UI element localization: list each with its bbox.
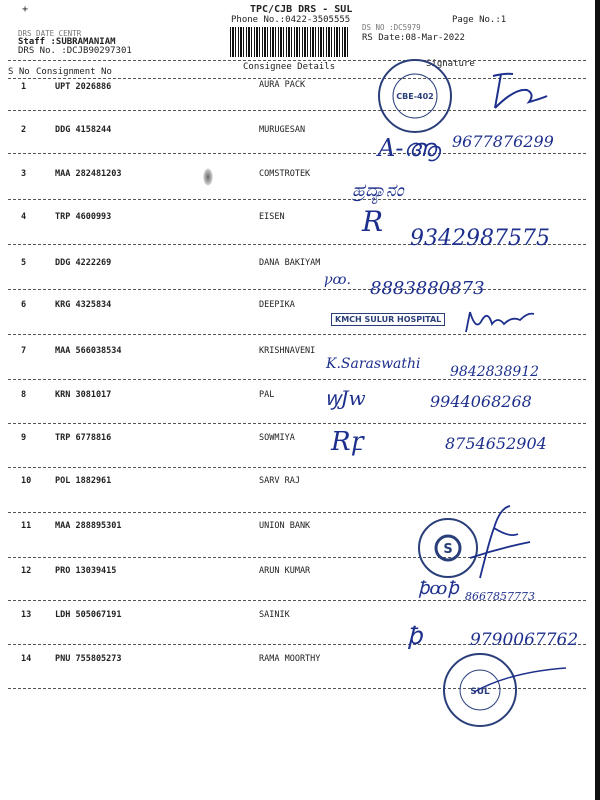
signature-row5: ꝩꝏ. bbox=[324, 272, 351, 288]
ink-smudge bbox=[203, 168, 213, 186]
row-serial: 13 bbox=[21, 610, 32, 620]
kmch-stamp: KMCH SULUR HOSPITAL bbox=[331, 313, 445, 326]
row-consignment-no: DDG 4222269 bbox=[55, 258, 112, 268]
row-consignment-no: DDG 4158244 bbox=[55, 125, 112, 135]
row-divider bbox=[8, 153, 586, 154]
row-serial: 6 bbox=[21, 300, 27, 310]
row-consignment-no: MAA 282481203 bbox=[55, 169, 122, 179]
row-consignment-no: MAA 566038534 bbox=[55, 346, 122, 356]
barcode-image bbox=[230, 27, 348, 57]
row-consignee: KRISHNAVENI bbox=[259, 346, 316, 356]
row-serial: 4 bbox=[21, 212, 27, 222]
signature-row12: ꝥꝏꝥ bbox=[418, 578, 459, 599]
row-serial: 9 bbox=[21, 433, 27, 443]
top-left-faint-text: DRS DATE CENTR bbox=[18, 29, 82, 38]
row-consignee: UNION BANK bbox=[259, 521, 311, 531]
row-consignee: EISEN bbox=[259, 212, 285, 222]
phone-row5: 8883880873 bbox=[370, 278, 485, 299]
signature-row4: R bbox=[362, 205, 384, 238]
row-serial: 3 bbox=[21, 169, 27, 179]
row-consignment-no: UPT 2026886 bbox=[55, 82, 112, 92]
phone-row2: 9677876299 bbox=[452, 132, 554, 151]
row-consignee: RAMA MOORTHY bbox=[259, 654, 321, 664]
header-divider-top bbox=[8, 60, 586, 61]
top-left-mark: + bbox=[22, 4, 29, 15]
row-divider bbox=[8, 289, 586, 290]
signature-row2: A-ആ bbox=[378, 134, 440, 162]
row-divider bbox=[8, 423, 586, 424]
row-consignment-no: POL 1882961 bbox=[55, 476, 112, 486]
row-serial: 10 bbox=[21, 476, 32, 486]
document-title: TPC/CJB DRS - SUL bbox=[250, 4, 353, 15]
row-consignee: DANA BAKIYAM bbox=[259, 258, 321, 268]
signature-row8: ꝡJw bbox=[325, 386, 366, 410]
signature-row14 bbox=[470, 662, 570, 702]
signature-row6 bbox=[462, 302, 540, 342]
signature-column-header: Signature bbox=[426, 59, 475, 69]
row-consignee: MURUGESAN bbox=[259, 125, 306, 135]
row-serial: 2 bbox=[21, 125, 27, 135]
phone-row13: 9790067762 bbox=[470, 630, 579, 650]
row-consignee: DEEPIKA bbox=[259, 300, 295, 310]
staff-name: Staff :SUBRAMANIAM bbox=[18, 37, 116, 47]
page-edge-shadow bbox=[595, 0, 600, 800]
svg-text:S: S bbox=[443, 542, 453, 557]
phone-row12: 8667857773 bbox=[465, 590, 535, 603]
row-consignee: ARUN KUMAR bbox=[259, 566, 311, 576]
row-serial: 1 bbox=[21, 82, 27, 92]
signature-row3: ಹ್ರದ್ಯಾನಂ bbox=[352, 180, 404, 201]
row-serial: 14 bbox=[21, 654, 32, 664]
row-consignment-no: PRO 13039415 bbox=[55, 566, 117, 576]
phone-row4: 9342987575 bbox=[410, 226, 550, 251]
row-consignment-no: LDH 505067191 bbox=[55, 610, 122, 620]
phone-row9: 8754652904 bbox=[445, 434, 547, 453]
row-serial: 8 bbox=[21, 390, 27, 400]
drs-number: DRS No. :DCJB90297301 bbox=[18, 46, 132, 56]
phone-row7: 9842838912 bbox=[450, 364, 540, 380]
row-divider bbox=[8, 199, 586, 200]
signature-row1 bbox=[485, 68, 555, 118]
consignment-column-header: Consignment No bbox=[36, 67, 112, 77]
row-consignee: PAL bbox=[259, 390, 275, 400]
row-serial: 11 bbox=[21, 521, 32, 531]
row-consignee: SOWMIYA bbox=[259, 433, 295, 443]
aura-pack-stamp bbox=[375, 56, 455, 136]
phone-number: Phone No.:0422-3505555 bbox=[231, 15, 351, 25]
svg-text:CBE-402: CBE-402 bbox=[396, 92, 434, 101]
row-divider bbox=[8, 467, 586, 468]
row-serial: 12 bbox=[21, 566, 32, 576]
row-consignee: AURA PACK bbox=[259, 80, 306, 90]
page-number: Page No.:1 bbox=[452, 15, 507, 25]
signature-row13: ꝥ bbox=[407, 622, 423, 650]
row-consignment-no: PNU 755805273 bbox=[55, 654, 122, 664]
row-consignment-no: TRP 6778816 bbox=[55, 433, 112, 443]
row-consignment-no: TRP 4600993 bbox=[55, 212, 112, 222]
row-consignment-no: KRG 4325834 bbox=[55, 300, 112, 310]
sno-column-header: S No bbox=[8, 67, 30, 77]
signature-row7: K.Saraswathi bbox=[326, 356, 421, 372]
phone-row8: 9944068268 bbox=[430, 392, 532, 411]
row-consignment-no: MAA 288895301 bbox=[55, 521, 122, 531]
row-serial: 7 bbox=[21, 346, 27, 356]
row-consignee: COMSTROTEK bbox=[259, 169, 311, 179]
signature-row11 bbox=[460, 498, 550, 588]
svg-text:SUL: SUL bbox=[470, 687, 490, 697]
row-serial: 5 bbox=[21, 258, 27, 268]
signature-row9: Rꝼ bbox=[331, 427, 364, 457]
row-consignee: SARV RAJ bbox=[259, 476, 300, 486]
row-consignee: SAINIK bbox=[259, 610, 290, 620]
rs-date: RS Date:08-Mar-2022 bbox=[362, 33, 465, 43]
consignee-column-header: Consignee Details bbox=[243, 62, 336, 72]
top-right-faint-text: DS NO :DC5979 bbox=[362, 23, 421, 32]
row-consignment-no: KRN 3081017 bbox=[55, 390, 112, 400]
